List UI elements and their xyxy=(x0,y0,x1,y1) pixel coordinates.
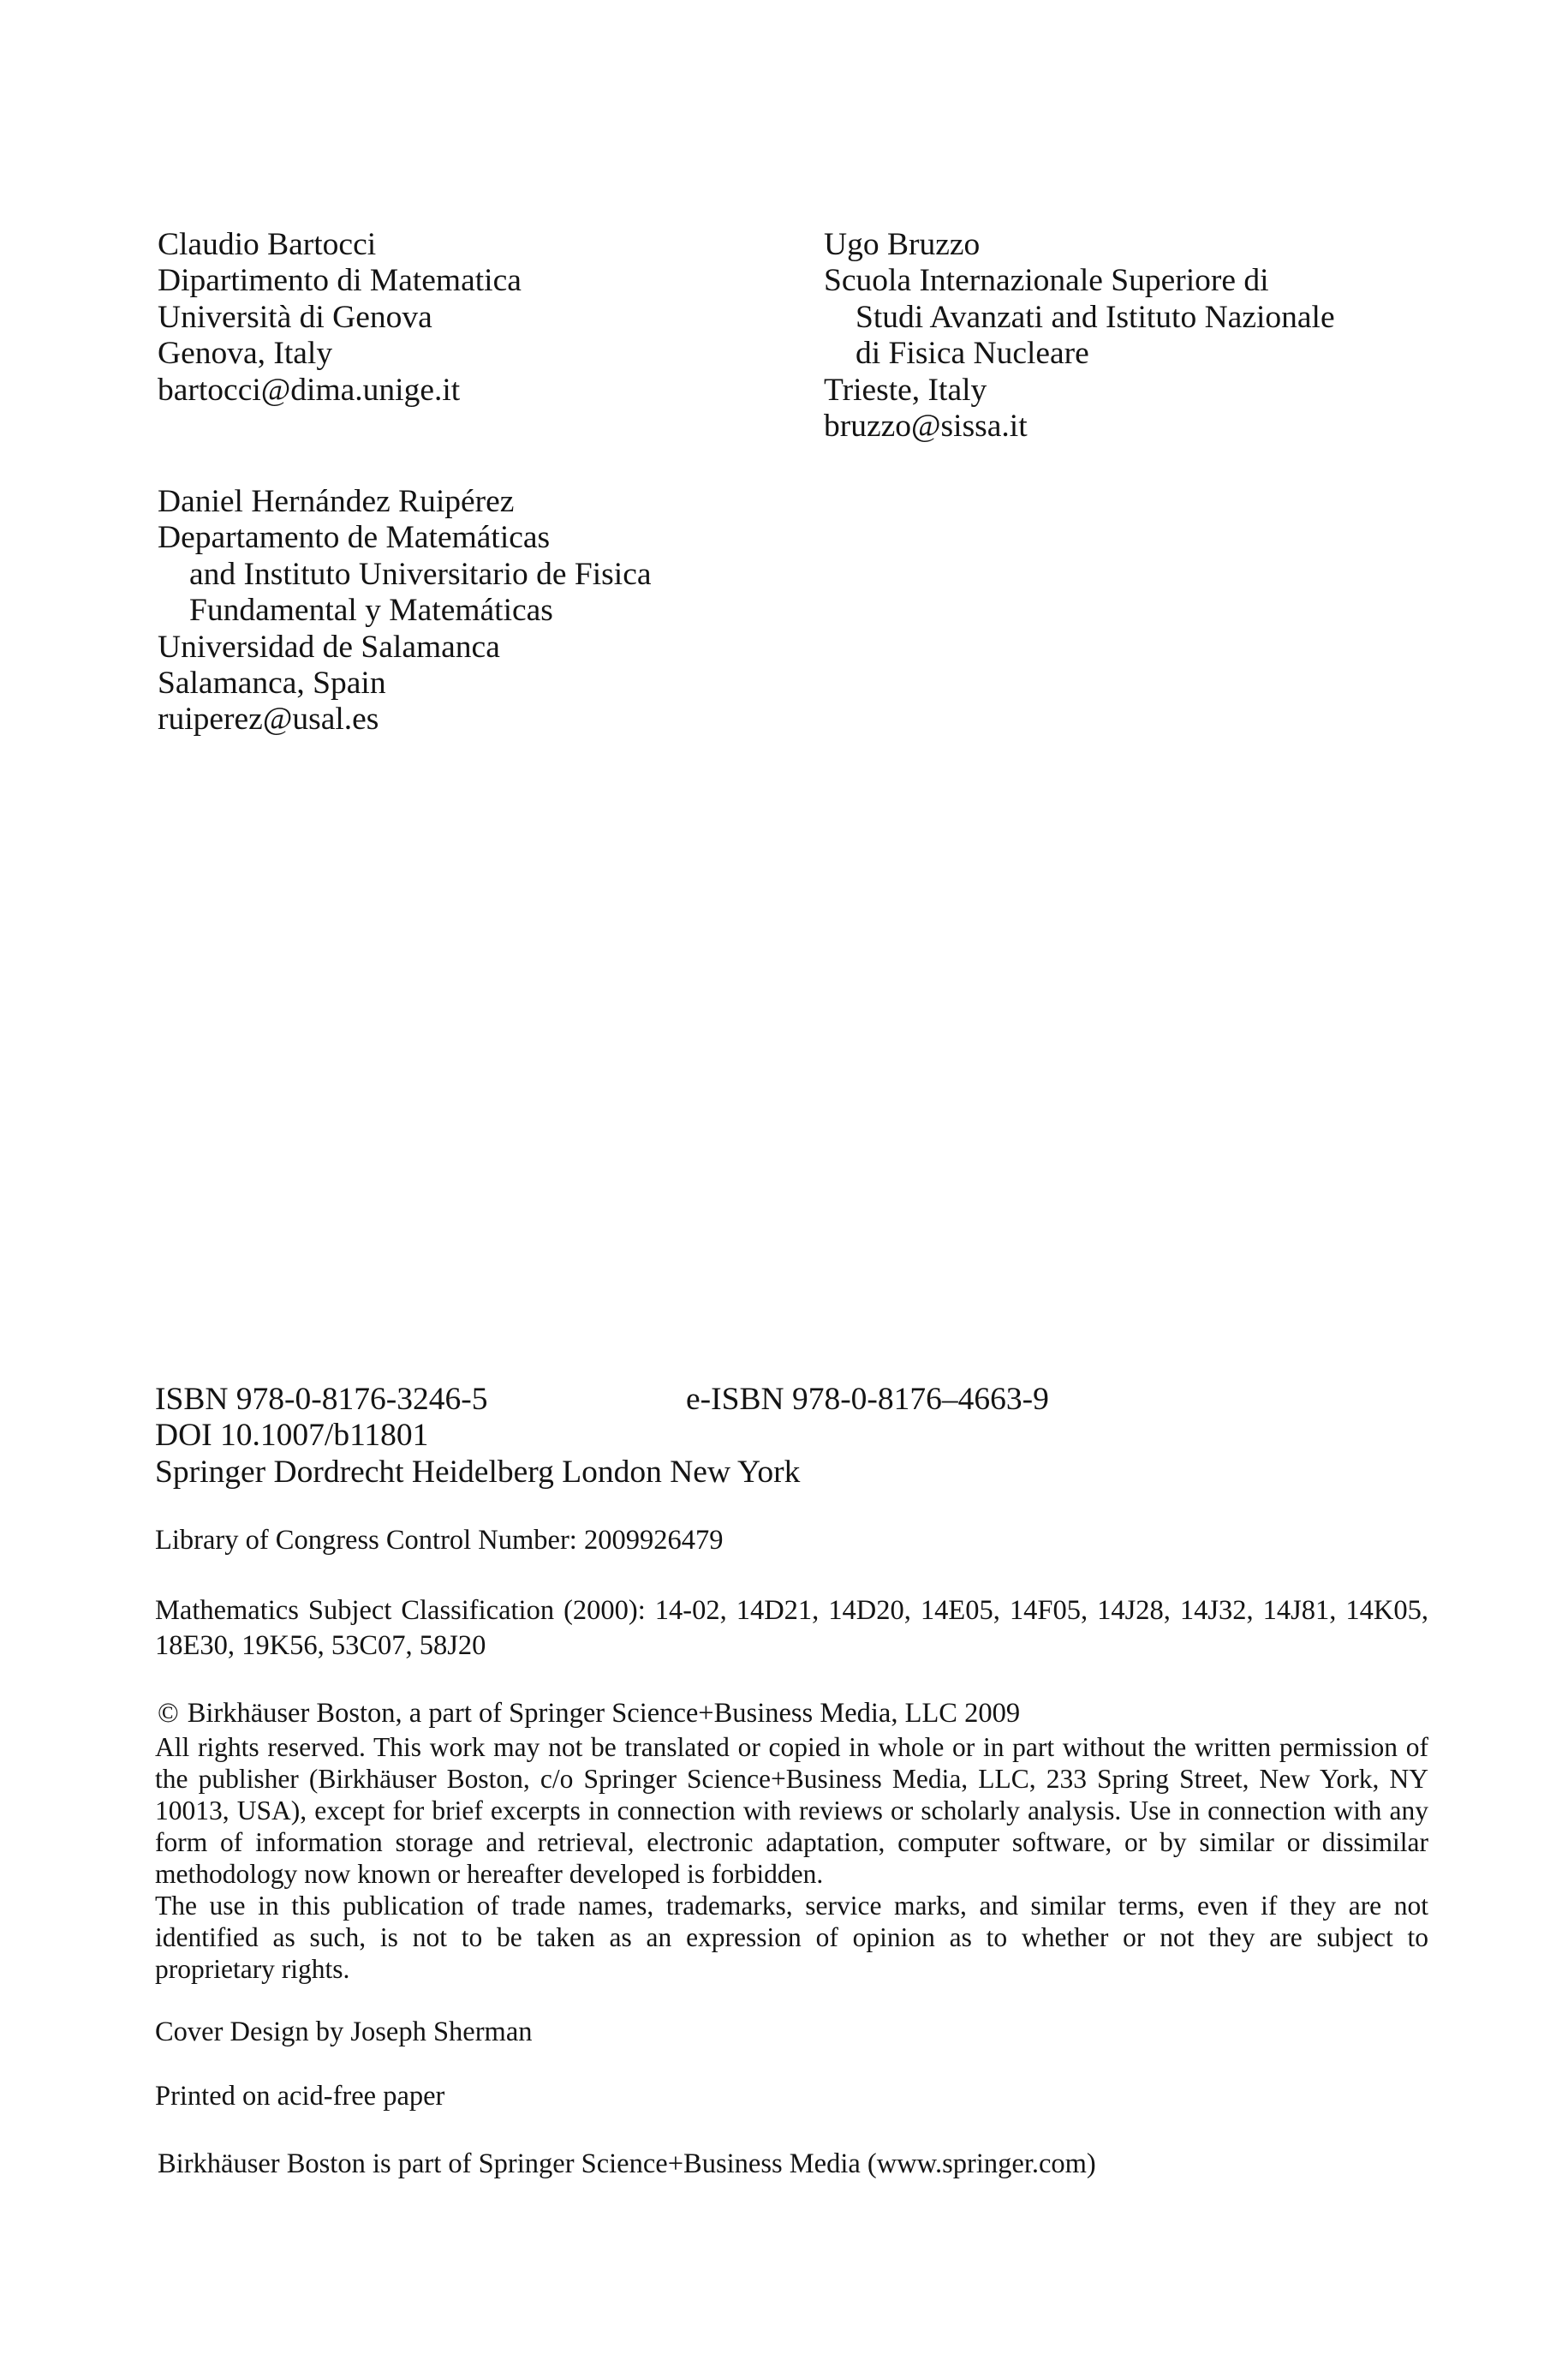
author-affiliation-line: and Instituto Universitario de Fisica xyxy=(189,556,652,592)
rights-line: The use in this publication of trade names, trademarks, service marks, and similar terms, even if they are not xyxy=(155,1891,1428,1921)
author-affiliation-line: Departamento de Matemáticas xyxy=(158,520,551,556)
author-name: Claudio Bartocci xyxy=(158,227,377,262)
copyright-line xyxy=(158,1696,1020,1731)
publisher-cities: Springer Dordrecht Heidelberg London New York xyxy=(155,1454,801,1490)
rights-line: All rights reserved. This work may not be translated or copied in whole or in part without the written permission of xyxy=(155,1732,1428,1762)
author-affiliation-line: Studi Avanzati and Istituto Nazionale xyxy=(856,299,1335,335)
rights-line: identified as such, is not to be taken as an expression of opinion as to whether or not they are subject to xyxy=(155,1922,1428,1952)
copyright-icon: © xyxy=(158,1698,179,1729)
author-email: bartocci@dima.unige.it xyxy=(158,372,461,408)
author-block-bartocci xyxy=(158,227,522,409)
msc-classification xyxy=(155,1593,1428,1664)
author-block-ruiperez xyxy=(158,484,651,738)
rights-line: form of information storage and retrieval, electronic adaptation, computer software, or by similar or dissimilar xyxy=(155,1827,1428,1857)
cover-design-text: Cover Design by Joseph Sherman xyxy=(155,2017,533,2047)
author-affiliation-line: Fundamental y Matemáticas xyxy=(189,593,553,629)
imprint-note xyxy=(158,2147,1096,2182)
author-name: Daniel Hernández Ruipérez xyxy=(158,484,515,519)
rights-line: 10013, USA), except for brief excerpts in connection with reviews or scholarly analysis. Use in connection with any xyxy=(155,1795,1428,1825)
author-name: Ugo Bruzzo xyxy=(824,227,981,262)
paper-note xyxy=(155,2079,444,2114)
author-email: bruzzo@sissa.it xyxy=(824,409,1028,445)
isbn-row xyxy=(155,1382,1049,1418)
paper-note-text: Printed on acid-free paper xyxy=(155,2081,445,2112)
author-email: ruiperez@usal.es xyxy=(158,702,379,738)
cover-design-credit xyxy=(155,2015,533,2050)
rights-line: the publisher (Birkhäuser Boston, c/o Springer Science+Business Media, LLC, 233 Spring Street, New York, NY xyxy=(155,1764,1428,1794)
e-isbn: e-ISBN 978-0-8176–4663-9 xyxy=(686,1382,1049,1417)
isbn: ISBN 978-0-8176-3246-5 xyxy=(155,1382,488,1417)
doi: DOI 10.1007/b11801 xyxy=(155,1418,429,1454)
rights-notice xyxy=(155,1731,1428,1985)
rights-line: proprietary rights. xyxy=(155,1954,350,1984)
lccn xyxy=(155,1523,723,1558)
author-affiliation-line: Scuola Internazionale Superiore di xyxy=(824,263,1269,299)
msc-line: Mathematics Subject Classification (2000): 14-02, 14D21, 14D20, 14E05, 14F05, 14J28, 14J32, 14J81, 14K05, xyxy=(155,1595,1428,1626)
publication-info xyxy=(155,1382,1049,1491)
msc-line: 18E30, 19K56, 53C07, 58J20 xyxy=(155,1630,486,1661)
author-location: Genova, Italy xyxy=(158,336,333,372)
author-affiliation-line: Dipartimento di Matematica xyxy=(158,263,522,299)
author-affiliation-line: Università di Genova xyxy=(158,299,432,335)
copyright-holder: Birkhäuser Boston, a part of Springer Science+Business Media, LLC 2009 xyxy=(187,1698,1021,1729)
imprint-note-text: Birkhäuser Boston is part of Springer Science+Business Media (www.springer.com) xyxy=(158,2148,1096,2179)
author-affiliation-line: di Fisica Nucleare xyxy=(856,336,1089,372)
author-affiliation-line: Universidad de Salamanca xyxy=(158,629,500,665)
author-location: Salamanca, Spain xyxy=(158,666,386,702)
rights-line: methodology now known or hereafter developed is forbidden. xyxy=(155,1859,824,1889)
author-block-bruzzo xyxy=(824,227,1335,445)
lccn-text: Library of Congress Control Number: 2009926479 xyxy=(155,1525,724,1556)
author-location: Trieste, Italy xyxy=(824,372,987,408)
